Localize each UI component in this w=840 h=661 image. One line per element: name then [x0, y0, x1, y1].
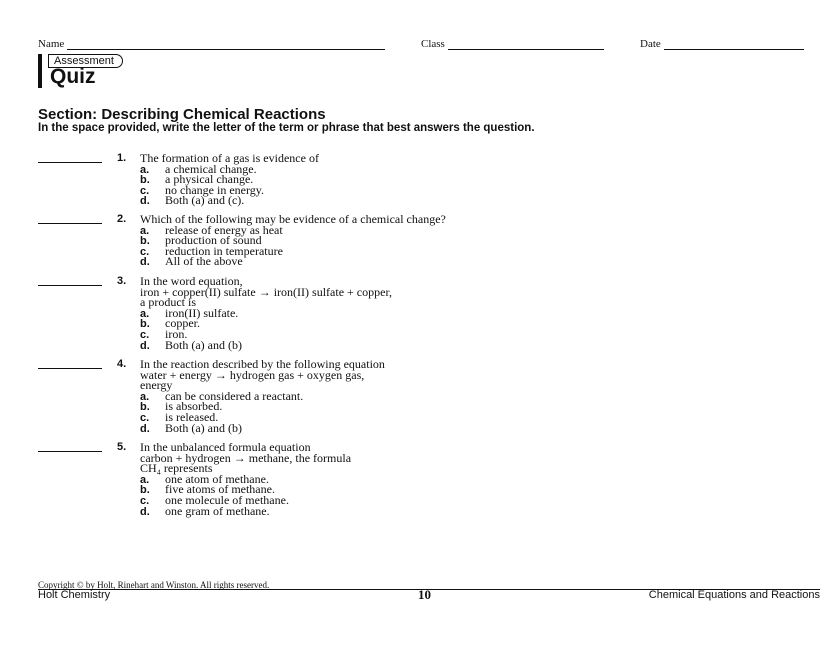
question-number: 2.: [117, 213, 127, 225]
option-text: no change in energy.: [165, 182, 264, 197]
option-text: a chemical change.: [165, 161, 257, 176]
date-label: Date: [640, 38, 661, 50]
badge-bar: [38, 54, 42, 88]
option-letter: a.: [140, 307, 150, 320]
option-letter: a.: [140, 473, 150, 486]
question-text: iron + copper(II) sulfate → iron(II) sulfate + copper,: [140, 284, 392, 299]
question-text: In the unbalanced formula equation: [140, 440, 311, 454]
option-letter: d.: [140, 256, 150, 269]
question-text: CH₄ represents: [140, 461, 213, 476]
option-text: can be considered a reactant.: [165, 388, 304, 403]
assessment-label: Assessment: [48, 54, 123, 68]
option-letter: d.: [140, 422, 150, 435]
answer-blank-3[interactable]: [38, 285, 102, 286]
footer-book-title: Holt Chemistry: [38, 589, 111, 601]
name-blank[interactable]: [67, 49, 385, 50]
option-text: one molecule of methane.: [165, 493, 289, 507]
answer-blank-4[interactable]: [38, 368, 102, 369]
option-d: [140, 195, 244, 207]
question-text: energy: [140, 378, 173, 393]
question-number: 1.: [117, 152, 127, 164]
class-label: Class: [421, 38, 445, 50]
option-text: is released.: [165, 410, 219, 424]
option-letter: d.: [140, 195, 150, 208]
answer-blank-2[interactable]: [38, 223, 102, 224]
question-text: carbon + hydrogen → methane, the formula: [140, 450, 352, 465]
option-letter: c.: [140, 245, 150, 258]
date-field: [640, 38, 804, 50]
class-blank[interactable]: [448, 49, 604, 50]
question-number: 4.: [117, 358, 127, 370]
option-d: [140, 503, 270, 518]
option-text: a physical change.: [165, 172, 254, 187]
option-letter: a.: [140, 390, 150, 403]
option-letter: d.: [140, 505, 150, 518]
option-letter: a.: [140, 163, 150, 176]
option-text: Both (a) and (b): [165, 337, 242, 352]
option-text: reduction in temperature: [165, 243, 283, 258]
option-text: Both (a) and (b): [165, 420, 242, 435]
option-text: iron(II) sulfate.: [165, 305, 239, 320]
answer-blank-1[interactable]: [38, 162, 102, 163]
option-letter: b.: [140, 318, 150, 331]
option-d: [140, 256, 243, 268]
option-text: five atoms of methane.: [165, 482, 275, 497]
copyright-notice: Copyright © by Holt, Rinehart and Winston. All rights reserved.: [38, 580, 270, 590]
footer-chapter-title: Chemical Equations and Reactions: [648, 589, 820, 601]
option-letter: b.: [140, 235, 150, 248]
question-number: 5.: [117, 441, 127, 453]
option-d: [140, 420, 242, 435]
class-field: [421, 38, 604, 50]
option-letter: c.: [140, 329, 150, 341]
option-letter: c.: [140, 412, 150, 424]
option-d: [140, 337, 242, 352]
option-letter: c.: [140, 495, 150, 507]
option-letter: d.: [140, 339, 150, 352]
page-number: 10: [418, 587, 431, 602]
quiz-title: Quiz: [50, 65, 96, 88]
question-text: water + energy → hydrogen gas + oxygen gas,: [140, 367, 365, 382]
question-text: a product is: [140, 295, 196, 310]
question-text: In the word equation,: [140, 274, 243, 288]
option-text: is absorbed.: [165, 399, 223, 414]
question-number: 3.: [117, 275, 127, 287]
option-text: production of sound: [165, 233, 262, 248]
name-label: Name: [38, 38, 65, 50]
option-letter: c.: [140, 184, 150, 197]
option-text: one atom of methane.: [165, 471, 269, 486]
option-text: copper.: [165, 316, 200, 331]
option-text: All of the above: [165, 254, 243, 269]
option-text: release of energy as heat: [165, 222, 283, 237]
section-title: Section: Describing Chemical Reactions: [38, 106, 326, 123]
option-letter: b.: [140, 401, 150, 414]
instructions: In the space provided, write the letter of the term or phrase that best answers the question.: [38, 122, 535, 134]
question-text: Which of the following may be evidence of a chemical change?: [140, 212, 446, 226]
answer-blank-5[interactable]: [38, 451, 102, 452]
option-letter: a.: [140, 224, 150, 237]
option-letter: b.: [140, 484, 150, 497]
question-text: In the reaction described by the following equation: [140, 357, 385, 371]
option-text: Both (a) and (c).: [165, 193, 245, 208]
date-blank[interactable]: [664, 49, 804, 50]
question-text: The formation of a gas is evidence of: [140, 151, 319, 165]
option-letter: b.: [140, 174, 150, 187]
name-field: [38, 38, 385, 50]
option-text: iron.: [165, 327, 188, 341]
option-text: one gram of methane.: [165, 503, 270, 518]
